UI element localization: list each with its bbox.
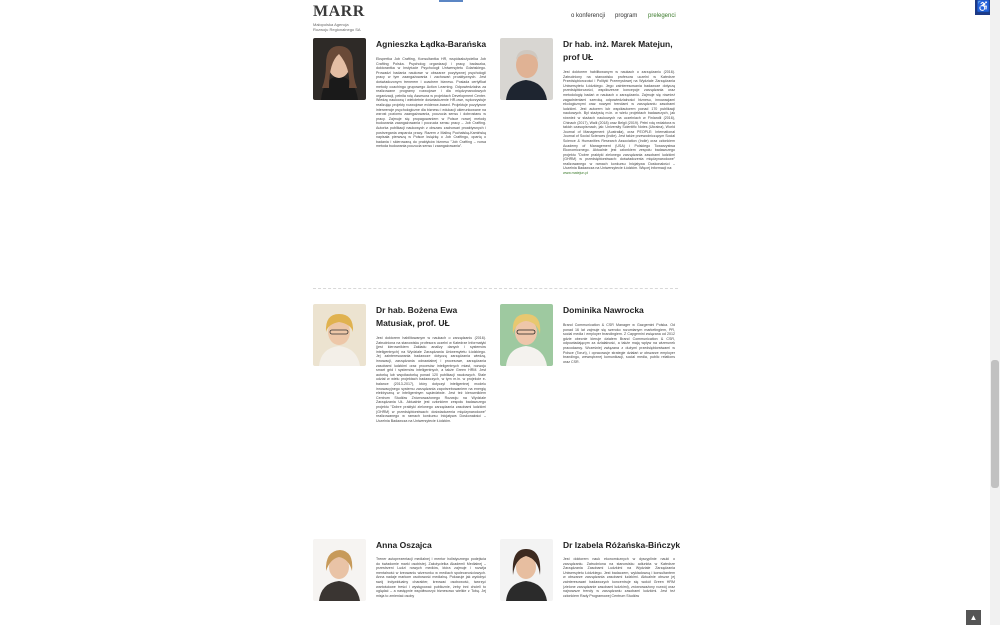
speaker-photo: [500, 539, 553, 601]
nav-program[interactable]: program: [615, 13, 638, 19]
speaker-bio: Ekspertka Job Crafting, Konsultantka HR, współzałożycielka Job Crafting Polska. Psycholog organizacji i pracy, badaczka, doktorantka w Instytucie Psychologii Uniwersytetu Gdańskiego. Prowadzi badania naukowe w obszarze pozytywnej psychologii pracy w tym zaangażowania i zachowań proaktywnych. Jest doświadczonym trenerem i coachem biznesu. Posiada certyfikat metody coachingu grupowego Action Learning. Odpowiedzialna za realizowane programy rozwojowe i dla międzynarodowych organizacji, pełniła rolę Assesora w projektach Development Center. Wiedzę naukową i wieloletnie doświadczenie HR-owe, wykorzystuje realizując projekty rozwojowe evidence-based. Projektuje pozytywne interwencje psychologiczne dla biznesu i edukacji ukierunkowane na wzrost poziomu zaangażowania, poczucia sensu i dobrostanu w pracy. Zajmuje się propagowaniem w Polsce nowej metody budowania zaangażowania i poczucia sensu pracy – Job Crafting. Autorka publikacji naukowych z obszaru zachowań proaktywnych i postrzegania wsparcia pracy. Razem z Maliną Puchalską-Kamińską napisała pierwszą w Polsce książkę o Job Craftingu, opartą o badania i skierowaną do praktyków biznesu "Job Crafting – nowa metoda budowania poczucia sensu i zaangażowania".: [376, 57, 486, 149]
speaker-photo: [313, 539, 366, 601]
speaker-photo: [500, 38, 553, 100]
logo-text: MARR: [313, 3, 365, 20]
page-scrollbar[interactable]: [990, 0, 1000, 625]
speaker-bio: Brand Communication & CSR Manager w Gazgemini Polska. Od ponad 16 lat zajmuje się szeroko rozumianym marketingiem, PR, social media i employer brandingiem. Z Capgemini związana od 2012 gdzie obecnie kieruje działem Brand Communication & CSR, odpowiadającym za działalność, a także mają wpływ na wizerunek pracodawcy. Wcześniej związana z dużymi przedsiębiorstwami w Polsce (Toruń), i opracowuje strategie działań w obszarze employer brandingu, wewnętrznej komunikacji, social media, public relations oraz CSR.: [563, 323, 675, 364]
wheelchair-icon: ♿: [976, 1, 991, 13]
scroll-to-top-button[interactable]: [966, 610, 981, 625]
speaker-name: Dominika Nawrocka: [563, 305, 644, 315]
logo-mark: [313, 3, 365, 21]
nav-about[interactable]: o konferencji: [571, 13, 606, 19]
speaker-name: Dr hab. inż. Marek Matejun, prof UŁ: [563, 39, 673, 62]
speaker-bio: Jest doktorem nauk ekonomicznych w dyscyplinie nauki o zarządzaniu. Zatrudniona na stanowisku adiunkta w Katedrze Zarządzania Zasobami Ludzkimi na Wydziale Zarządzania Uniwersytetu Łódzkiego. Jest badaczem, wykładowcą i konsultantem w obszarze zarządzania zasobami ludzkimi. Aktualnie obszar jej zainteresowań badawczych koncentruje się wokół Green HRM (zielone zarządzanie zasobami ludzkimi), zrównoważony rozwój oraz najnowsze trendy w zarządzaniu zasobami ludzkimi. Jest też członkiem Rady Programowej Centrum Studiów: [563, 557, 675, 598]
speaker-bio: Trener autoprezentacji medialnej i mentor holistycznego podejścia do świadomie marki osobistej. Założycielka Akademii Medialnej – przestrzeni Ludzi nowych mediów, która zajmuje i rozwija mentalność w kreowaniu wizerunku w mediach społecznościowych. Anna nadaje markom osobowość medialną. Pokazuje jak wydobyć swój indywidualny charakter, kreować osobowość, tworzyć wartościowe treści i występować publicznie, żeby inni chcieli to oglądać – a następnie współtworzyć biznesowo wielkie z Tobą. Jej misja to zmieniać osoby: [376, 557, 486, 598]
speaker-photo: [313, 38, 366, 100]
nav-speakers[interactable]: prelegenci: [648, 13, 676, 19]
speaker-name: Anna Oszajca: [376, 540, 432, 550]
speaker-name: Agnieszka Łądka-Barańska: [376, 39, 487, 49]
speaker-bio: Jest doktorem habilitowanym w naukach o zarządzaniu (2016). Zatrudniony na stanowisku profesora uczelni w Katedrze Przedsiębiorczości i Polityki Przemysłowej na Wydziale Zarządzania Uniwersytetu Łódzkiego. Jego zainteresowania badawcze dotyczą przedsiębiorczości, współczesne koncepcje zarządzania oraz metodologię badań w naukach o zarządzaniu. Zajmuje się również zagadnieniami szeroką odpowiedzialności biznesu, innowacjami ekologicznymi oraz nowymi trendami w zarządzaniu zasobami ludzkimi. Jest autorem lub współautorem ponad 170 publikacji naukowych. Był stażystą m.in. w wielu projektach badawczych, jak również w stażach naukowych na uczelniach w Finlandii (2016), Chinach (2017), Walii (2018) oraz Belgii (2019). Pełni rolę redaktora w takich czasopismach, jak: University Scientific Notes (Ukraina), World Journal of Management (Australia), oraz PEOPLE: International Journal of Social Sciences (Indie). Jest także przewodniczącym Social Science & Humanities Research Association (Indie) oraz członkiem Academy of Management (USA) i Polskiego Towarzystwa Ekonomicznego. Aktualnie jest członkiem zespołu badawczego projektu "Dobre praktyki zielonego zarządzania zasobami ludzkimi (GHRM) w przedsiębiorstwach: doświadczenia międzynarodowe" realizowanego w ramach konkursu Inicjatywa Doskonałości – Uczelnia Badawcza na Uniwersytecie Łódzkim. Więcej informacji na:: [563, 70, 675, 171]
scrollbar-thumb[interactable]: [991, 360, 999, 488]
site-header: [0, 0, 990, 34]
section-divider: [313, 288, 678, 289]
logo-subtitle: Małopolska Agencja Rozwoju Regionalnego SA: [313, 22, 361, 32]
arrow-up-icon: ▲: [969, 613, 978, 622]
marr-logo[interactable]: [313, 3, 365, 32]
speaker-name: Dr hab. Bożena Ewa Matusiak, prof. UŁ: [376, 305, 458, 328]
speaker-photo: [500, 304, 553, 366]
speaker-name: Dr Izabela Różańska-Bińczyk: [563, 540, 681, 550]
speaker-website-link[interactable]: www.matejun.pl: [563, 171, 589, 176]
speaker-bio-block: [563, 70, 675, 176]
speaker-photo: [313, 304, 366, 366]
speaker-bio: Jest doktorem habilitowanym w naukach o zarządzaniu (2016). Zatrudniona na stanowisku profesora uczelni w Katedrze Informatyki (jest kierownikiem Zakładu analizy danych i systemów inteligentnych) na Wydziale Zarządzania Uniwersytetu Łódzkiego. Jej zainteresowania badawcze dotyczą zarządzania wiedzą, innowacji, zarządzania odnawialnej i procesowe, zarządzania zasobami ludzkimi oraz procesów inteligentnych miast, rozwoju smart grid i systemów inteligentnych, a także Green HRM. Jest autorką lub współautorką ponad 120 publikacji naukowych. Stale udział w wielu projektach badawczych, w tym m.in. w projekcie e-balance (2013-2017), który dotyczył inteligentnej modelu innowacyjnego systemu zarządzania zapotrzebowaniem na energię elektryczną w inteligentnym sąsiedztwie. Jest też kierownikiem Centrum Studiów Zrównoważonego Rozwoju na Wydziale Zarządzania UŁ. Aktualnie jest członkiem zespołu badawczego projektu "Dobre praktyki zielonego zarządzania zasobami ludzkimi (GHRM) w przedsiębiorstwach: doświadczenia międzynarodowe" realizowanego w ramach konkursu Inicjatywa Doskonałości – Uczelnia Badawcza na Uniwersytecie Łódzkim.: [376, 336, 486, 423]
nav-indicator: [439, 0, 463, 2]
